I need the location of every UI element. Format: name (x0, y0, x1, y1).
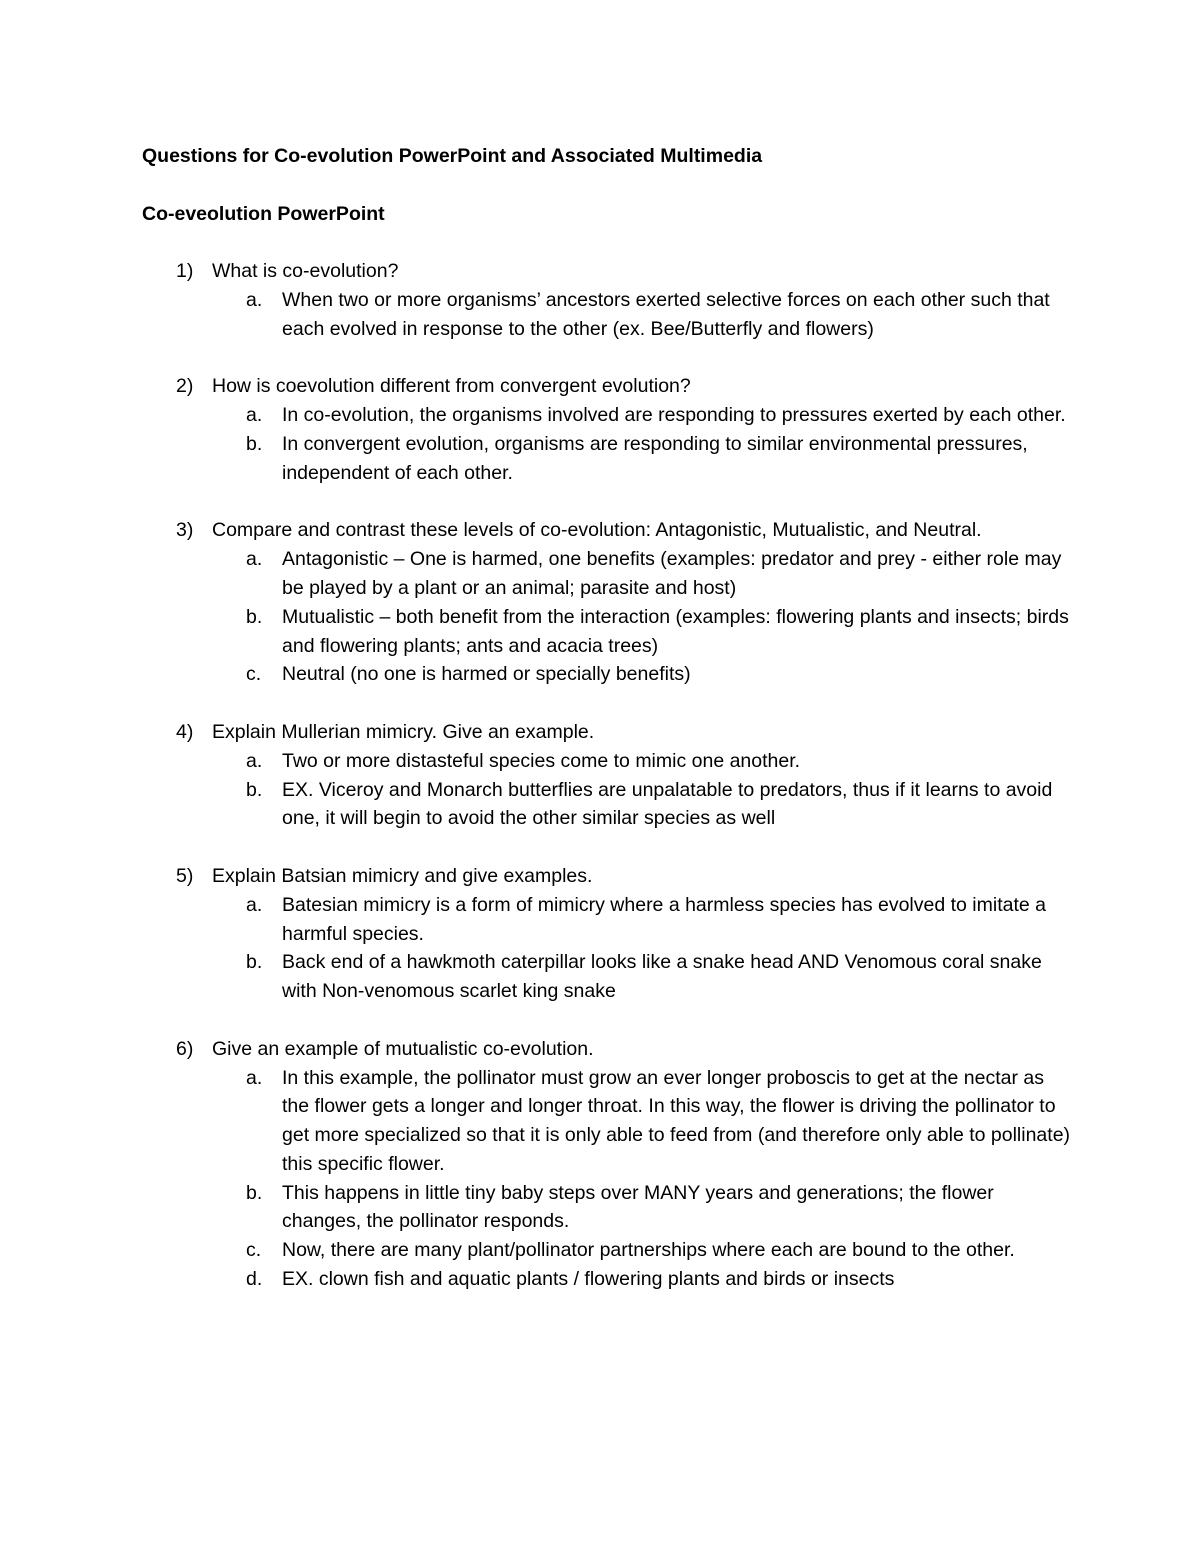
answer-item (142, 891, 1072, 949)
question-text: Compare and contrast these levels of co-evolution: Antagonistic, Mutualistic, and Neutral. (212, 519, 982, 542)
answer-text: Neutral (no one is harmed or specially benefits) (282, 663, 691, 686)
answer-letter: b. (246, 432, 263, 455)
answer-item (142, 948, 1072, 1006)
question-text: What is co-evolution? (212, 260, 399, 283)
document-body (142, 142, 1072, 1323)
answer-letter: b. (246, 778, 263, 801)
question-4 (142, 718, 1072, 833)
question-number: 6) (176, 1037, 194, 1060)
answer-item (142, 1179, 1072, 1237)
answer-item (142, 603, 1072, 661)
question-5 (142, 862, 1072, 1006)
answer-text: Now, there are many plant/pollinator partnerships where each are bound to the other. (282, 1239, 1015, 1262)
question-1 (142, 257, 1072, 343)
question-text: Explain Mullerian mimicry. Give an example. (212, 720, 595, 743)
answer-item (142, 1265, 1072, 1294)
answer-item (142, 401, 1072, 430)
answer-list (142, 891, 1072, 1006)
question-text: How is coevolution different from convergent evolution? (212, 375, 691, 398)
question-3 (142, 516, 1072, 689)
question-number: 1) (176, 260, 194, 283)
answer-text: Two or more distasteful species come to mimic one another. (282, 749, 801, 772)
answer-text: When two or more organisms’ ancestors exerted selective forces on each other such that each evolved in response to the other (ex. Bee/Butterfly and flowers) (282, 288, 1050, 340)
answer-list (142, 401, 1072, 487)
answer-list (142, 747, 1072, 833)
question-row (142, 718, 1072, 747)
answer-letter: b. (246, 951, 263, 974)
answer-letter: b. (246, 1181, 263, 1204)
answer-letter: d. (246, 1268, 263, 1291)
answer-text: EX. Viceroy and Monarch butterflies are unpalatable to predators, thus if it learns to avoid one, it will begin to avoid the other similar species as well (282, 778, 1053, 830)
answer-letter: a. (246, 288, 263, 311)
question-row (142, 862, 1072, 891)
answer-text: Batesian mimicry is a form of mimicry where a harmless species has evolved to imitate a harmful species. (282, 893, 1047, 945)
answer-list (142, 1064, 1072, 1294)
answer-letter: b. (246, 605, 263, 628)
answer-list (142, 545, 1072, 689)
question-2 (142, 372, 1072, 487)
question-row (142, 516, 1072, 545)
answer-item (142, 747, 1072, 776)
answer-letter: a. (246, 1066, 263, 1089)
answer-text: In convergent evolution, organisms are responding to similar environmental pressures, independent of each other. (282, 432, 1028, 484)
question-row (142, 372, 1072, 401)
question-number: 3) (176, 519, 194, 542)
answer-item (142, 286, 1072, 344)
question-number: 4) (176, 720, 194, 743)
question-6 (142, 1035, 1072, 1294)
answer-item (142, 660, 1072, 689)
answer-text: Antagonistic – One is harmed, one benefits (examples: predator and prey - either role may be played by a plant or an animal; parasite and host) (282, 548, 1062, 599)
question-text: Explain Batsian mimicry and give examples. (212, 864, 593, 887)
answer-text: EX. clown fish and aquatic plants / flowering plants and birds or insects (282, 1268, 895, 1291)
answer-letter: a. (246, 404, 263, 427)
answer-letter: a. (246, 749, 263, 772)
question-number: 2) (176, 375, 194, 398)
answer-list (142, 286, 1072, 344)
answer-text: Mutualistic – both benefit from the interaction (examples: flowering plants and insects; birds and flowering plants; ants and acacia trees) (282, 605, 1069, 657)
question-row (142, 257, 1072, 286)
answer-item (142, 430, 1072, 488)
answer-letter: c. (246, 1239, 262, 1262)
answer-letter: c. (246, 663, 262, 686)
answer-item (142, 776, 1072, 834)
answer-text: In this example, the pollinator must grow an ever longer proboscis to get at the nectar as the flower gets a longer and longer throat. In this way, the flower is driving the pollinator to get more specialized so that it is only able to feed from (and therefore only able to pollinate) this specific flower. (282, 1066, 1071, 1175)
document-title: Questions for Co-evolution PowerPoint and Associated Multimedia (142, 145, 763, 167)
answer-item (142, 1236, 1072, 1265)
answer-text: In co-evolution, the organisms involved are responding to pressures exerted by each other. (282, 404, 1066, 427)
answer-item (142, 1064, 1072, 1179)
answer-item (142, 545, 1072, 603)
question-number: 5) (176, 864, 194, 887)
section-heading: Co-eveolution PowerPoint (142, 202, 385, 225)
answer-text: This happens in little tiny baby steps over MANY years and generations; the flower changes, the pollinator responds. (282, 1181, 994, 1233)
question-text: Give an example of mutualistic co-evolution. (212, 1037, 594, 1060)
question-row (142, 1035, 1072, 1064)
answer-letter: a. (246, 548, 263, 571)
answer-letter: a. (246, 893, 263, 916)
answer-text: Back end of a hawkmoth caterpillar looks like a snake head AND Venomous coral snake with Non-venomous scarlet king snake (282, 951, 1042, 1003)
